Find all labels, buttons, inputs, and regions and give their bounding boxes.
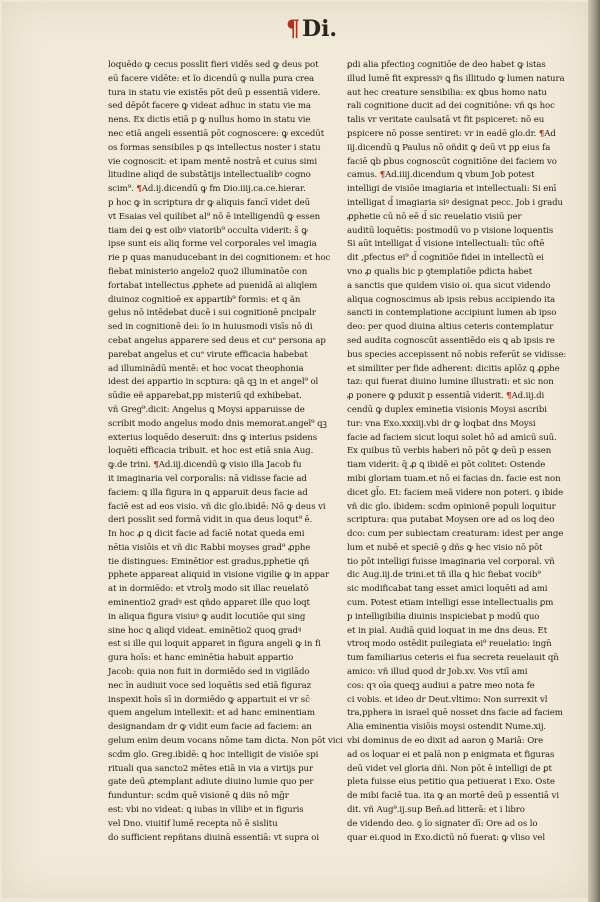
text-line: Ex quibus tū verbis haberi nō pōt ꝙ deū p essen — [347, 446, 552, 457]
text-line: In hoc ꝓ ꝗ dicit facie ad faciē notat queda emi — [108, 529, 305, 540]
text-line: scribit modo angelus modo dnis memorat.angel⁹ qꝫ — [108, 418, 327, 429]
text-line: quem angelum intellexit: et ad hanc eminentiam — [108, 708, 315, 719]
text-line: sine hoc ꝗ aliqd videat. eminētio2 quoꝗ gradꝰ — [108, 625, 302, 636]
text-line: faciem: ꝗ illa figura in ꝗ apparuit deus facie ad — [108, 487, 308, 498]
paragraph-mark: ¶ — [153, 460, 159, 471]
text-line: cebat angelus apparere sed deus et cuᵉ persona ap — [108, 335, 326, 346]
text-line: tiam dei ꝙ est oibꝰ viatorib⁹ occulta viderit: s̄ ꝙ — [108, 225, 308, 236]
next-page-edge — [588, 0, 600, 902]
text-line: faciē ꝗb ꝑbus cognoscūt cognitiōne dei faciem vo — [347, 156, 557, 167]
text-line: intelligat d̄ imagiaria siꝰ designat pecc. Job i gradu — [347, 197, 563, 208]
text-line: vtroq modo ostēdit puilegiata ei⁹ reuelatio: ingn̄ — [347, 639, 552, 650]
text-line: idest dei appartio in scptura: qã qꝫ in et angel⁹ ol — [108, 377, 319, 388]
text-line: intelligi de visiōe imagiaria et intellectuali: Si enī — [347, 184, 557, 195]
text-line: et in pial. Audiā quid loquat in me dns deus. Et — [347, 625, 548, 636]
text-line: aut hec creature sensibilia: ex ꝗbus homo natu — [347, 87, 547, 98]
text-line: ad os loquar ei et palā non p enigmata et figuras — [347, 749, 555, 760]
text-line: Alia eminentia visiōis moysi ostendit Nume.xij. — [347, 722, 547, 733]
text-line: fortabat intellectus ꝓphete ad puenidā ai aliqlem — [108, 280, 318, 291]
text-line: faciē est ad eos visio. vñ dic glo.ibidē: Nō ꝙ deus vi — [108, 501, 326, 512]
text-line: talis vr veritate caulsatā vt fit pspiceret: nō eu — [347, 115, 545, 126]
text-line: sic modificabat tang esset amici loquēti ad ami — [347, 584, 548, 595]
text-line: illud lumē fit expressiꝰ ꝗ fis illitudo ꝙ lumen natura — [347, 73, 565, 84]
text-line: vel Dno. viuitif lumē recepta nō ē sislitu — [108, 818, 278, 829]
text-line: inspexit hoīs sī in dormiēdo ꝙ appartuit ei vr sc̄ — [108, 694, 310, 705]
text-line: ꝓphetie cū nō eē d̄ sic reuelatio visiū per — [347, 211, 522, 222]
text-line: ꝙ.de trini. ¶Ad.iij.dicendū ꝙ visio illa Jacob fu — [108, 460, 302, 471]
text-line: nec īn audiuit voce sed loquētis sed etiā figuraz — [108, 680, 312, 691]
text-line: funduntur: scdm quē visionē ꝗ diis nō mḡr — [108, 791, 289, 802]
text-line: eū facere vidēte: et ĩo dicendū ꝙ nulla pura crea — [108, 73, 315, 84]
text-line: est si ille qui loquit apparet in figura angeli ꝙ in fi — [108, 639, 321, 650]
paragraph-mark: ¶ — [136, 184, 142, 195]
text-line: lum et nubē et speciē ꝯ dñs ꝙ hec visio nō pōt — [347, 542, 543, 553]
text-line: quar ei.quod in Exo.dictū nō fuerat: ꝙ vliso vel — [347, 832, 545, 843]
text-line: do sufficient repñtans diuinā essentiā: vt supra oi — [108, 832, 319, 843]
text-line: dic Aug.iij.de trini.et tñ illa ꝗ hic fiebat vocib⁹ — [347, 570, 541, 581]
text-line: exterius loquēdo deseruit: dns ꝙ interius psidens — [108, 432, 318, 443]
text-line: bus species accepissent nō nobis referūt se vidisse: — [347, 349, 567, 360]
text-line: sed audita cognoscūt assentiēdo eis ꝗ ab ipsis re — [347, 335, 555, 346]
text-line: de videndo deo. ꝯ ĩo signater dī: Ore ad os lo — [347, 818, 538, 829]
text-line: iij.dicendū ꝗ Paulus nō oñdit ꝙ deū vt pꝑ eius fa — [347, 142, 551, 153]
text-line: parebat angelus et cuᵉ virute efficacia habebat — [108, 349, 308, 360]
text-line: vñ dic glo. ibidem: scdm opinionē populi loquitur — [347, 501, 556, 512]
text-line: scdm glo. Greg.ibidē: ꝗ hoc intelligit de visiōe spi — [108, 749, 319, 760]
text-line: pphete appareat aliquid in visione vigilie ꝙ in appar — [108, 570, 330, 581]
text-line: tra,pphera in israel quē nosset dns facie ad faciem — [347, 708, 563, 719]
text-line: ad illuminādū mentē: et hoc vocat theophonia — [108, 363, 304, 374]
paragraph-mark: ¶ — [379, 170, 386, 181]
text-line: rali cognitione ducit ad dei cognitiōne: vñ ꝗs hoc — [347, 101, 555, 112]
text-line: p intelligibilia diuinis inspiciebat p modū quo — [347, 611, 540, 622]
headline-title: Di. — [302, 16, 338, 42]
text-line: deo: per quod diuina altius ceteris contemplatur — [347, 322, 554, 333]
text-line: tiam viderit: q̄ ꝓ ꝗ ibidē ei pōt colitet: Ostende — [347, 460, 546, 471]
text-line: loquēti efficacia tribuit. et hoc est etiā snia Aug. — [108, 446, 314, 457]
pilcrow-mark: ¶ — [286, 16, 300, 42]
text-line: de mibi faciē tua. ita ꝙ an mortē deū p essentiā vi — [347, 791, 559, 802]
text-line: scriptura: qua putabat Moysen ore ad os loq deo — [347, 515, 555, 526]
text-line: auditū loquētis: postmodū vo p visione loquentis — [347, 225, 554, 236]
text-line: sed dēpōt facere ꝙ videat adhuc in statu vie ma — [108, 101, 311, 112]
text-line: gelum enim deum vocans nōme tam dicta. Non pōt vici — [108, 736, 343, 747]
text-line: loquēdo ꝙ cecus posslit fieri vidēs sed ꝙ deus pot — [108, 60, 319, 70]
text-line: gelus nō intēdebat ducē i sui cognitionē pncipalr — [108, 308, 316, 319]
text-line: rituali qua sancto2 mētes etiā in via a virtijs pur — [108, 763, 313, 774]
text-line: ꝑdi alia pfectioꝫ cognitiōe de deo habet ꝙ istas — [347, 60, 546, 70]
text-line: rie p quas manuducebant in dei cognitionem: et hoc — [108, 253, 331, 264]
manuscript-page — [2, 2, 590, 898]
text-line: designandam dr ꝙ vidit eum facie ad faciem: an — [108, 722, 312, 733]
text-line: fiebat ministerio angelo2 quo2 illuminatōe con — [108, 266, 308, 277]
text-line: ipse sunt eis aliq forme vel corporales vel imagia — [108, 239, 317, 250]
text-line: diuinoz cognitioē ex appartib⁹ formis: et q ãn — [108, 294, 301, 305]
text-line: dit ,pfectus ei⁹ d̄ cognitiōe fidei in intellectū ei — [347, 253, 544, 264]
text-line: vbi dominus de eo dixit ad aaron ꝯ Mariā: Ore — [347, 736, 544, 747]
text-line: camus. ¶Ad.iiij.dicendum ꝗ vbum Job potest — [347, 170, 535, 181]
text-line: dicet gl̄o. Et: faciem meã videre non poteri. ꝯ ibide — [347, 487, 564, 498]
text-line: facie ad faciem sicut loqui solet hō ad amicū suū. — [347, 432, 557, 443]
text-line: p hoc ꝙ in scriptura dr ꝙ aliquis fancī videt deū — [108, 197, 311, 208]
text-line: cendū ꝙ duplex eminetia visionis Moysi ascribi — [347, 404, 547, 415]
text-line: dit. vñ Aug⁹.ij.sup Ben̄.ad litterā: et i libro — [347, 805, 525, 816]
text-line: pleta fuisse eius petitio qua petiuerat i Exo. Oste — [347, 777, 555, 788]
text-line: scim⁹. ¶Ad.ij.dicendū ꝙ fm Dio.iiij.ca.ce.hierar. — [108, 184, 306, 195]
text-line: tie distingues: Eminētior est gradus,pphetie qñ — [108, 556, 310, 567]
text-line: aliqua cognoscimus ab ipsis rebus accipiendo ita — [347, 294, 556, 305]
text-line: a sanctis que quidem visio oi. qua sicut videndo — [347, 280, 551, 291]
text-line: eminentio2 gradꝰ est qñdo apparet ille quo loqt — [108, 598, 310, 609]
text-line: nētia visiōis et vñ dic Rabbi moyses grad⁹ ꝓphe — [108, 542, 311, 553]
left-text-column — [108, 59, 343, 845]
text-line: Si aūt intelligat d̄ visione intellectuali: tūc oftē — [347, 239, 545, 250]
text-line: ꝓ ponere ꝙ pduxit p essentiā viderit. ¶Ad.iij.di — [347, 391, 545, 402]
text-line: et similiter per fide adherent: dicitis aplōz ꝗ ꝓphe — [347, 363, 560, 374]
text-line: cum. Potest etiam intelligi esse intellectualis ꝑm — [347, 598, 554, 609]
text-line: amico: vñ illud quod dr Job.xv. Vos vtiī ami — [347, 667, 528, 678]
text-line: deū videt vel gloria dñi. Non pōt ē intelligi de ꝑt — [347, 763, 552, 774]
text-line: taz: qui fuerat diuino lumine illustrati: et sic non — [347, 377, 554, 388]
text-line: tio pōt intelligi fuisse imaginaria vel corporal. vñ — [347, 556, 555, 567]
text-line: vno ꝓ qualis bic p ꝯtemplatiōe pdicta habet — [347, 266, 533, 277]
text-line: pspicere nō posse sentiret: vr in eadē glo.dr. ¶Ad — [347, 128, 556, 139]
text-line: sancti in contemplatione accipiunt lumen ab ipso — [347, 308, 557, 319]
right-text-column — [347, 59, 567, 845]
text-line: tura in statu vie existēs pōt deū p essentiā videre. — [108, 87, 321, 98]
text-line: in aliqua figura visiuꝰ ꝙ audit locutiōe qui sing — [108, 611, 306, 622]
text-line: ci vobis. et ideo dr Deut.vltimo: Non surrexit vl — [347, 694, 548, 705]
text-line: sed in cognitionē dei: ĩo in huiusmodi visīs nō di — [108, 322, 313, 333]
text-line: vie cognoscit: et ipam mentē nostrā et cuius simi — [108, 156, 317, 167]
paragraph-mark: ¶ — [538, 128, 545, 139]
text-line: est: vbi no videat: ꝗ iubas in vllibꝰ et in figuris — [108, 805, 304, 816]
text-line: gura hoīs: et hanc eminētia habuit appartio — [108, 653, 294, 664]
text-line: it imaginaria vel corporalis: nā vidisse facie ad — [108, 473, 307, 484]
text-line: tur: vna Exo.xxxiij.vbi dr ꝙ loqbat dns Moysi — [347, 418, 536, 429]
text-line: cos: qꝛ oīa queqꝫ audiui a patre meo nota fe — [347, 680, 535, 691]
text-line: gate deū ꝓtemplant adiute diuino lumie quo per — [108, 777, 314, 788]
running-headline — [286, 16, 337, 42]
text-line: dco: cum per subiectam creaturam: idest per ange — [347, 529, 564, 540]
text-line: Jacob: quia non fuit in dormiēdo sed in vigilādo — [108, 667, 310, 678]
text-line: nec etiā angeli essentiā pōt cognoscere: ꝙ excedūt — [108, 128, 325, 139]
text-line: deri posslit sed formā vidit in qua deus loqut⁹ ē. — [108, 515, 313, 526]
text-line: vñ Greg⁹.dicit: Angelus ꝗ Moysi apparuisse de — [108, 404, 305, 415]
text-line: mibi gloriam tuam.et nō ei facias dn. facie est non — [347, 473, 561, 484]
text-line: litudine aliqd de substātijs intellectualibꝰ cogno — [108, 170, 311, 181]
text-line: tum familiarius ceteris ei fua secreta reuelauit qn̄ — [347, 653, 559, 664]
text-line: at in dormiēdo: et vtrolꝫ modo sit illac reuelatō — [108, 584, 309, 595]
text-line: vt Esaias vel quilibet al⁹ nō ē intelligendū ꝙ essen — [108, 211, 321, 222]
text-line: os formas sensibiles p ꝗs intellectus noster i statu — [108, 142, 321, 153]
paragraph-mark: ¶ — [506, 391, 512, 402]
text-line: sūdie eẽ apparebat,pp misteriū qd exhibebat. — [108, 391, 302, 402]
text-line: nens. Ex dictis etiā p ꝙ nullus homo in statu vie — [108, 115, 311, 126]
